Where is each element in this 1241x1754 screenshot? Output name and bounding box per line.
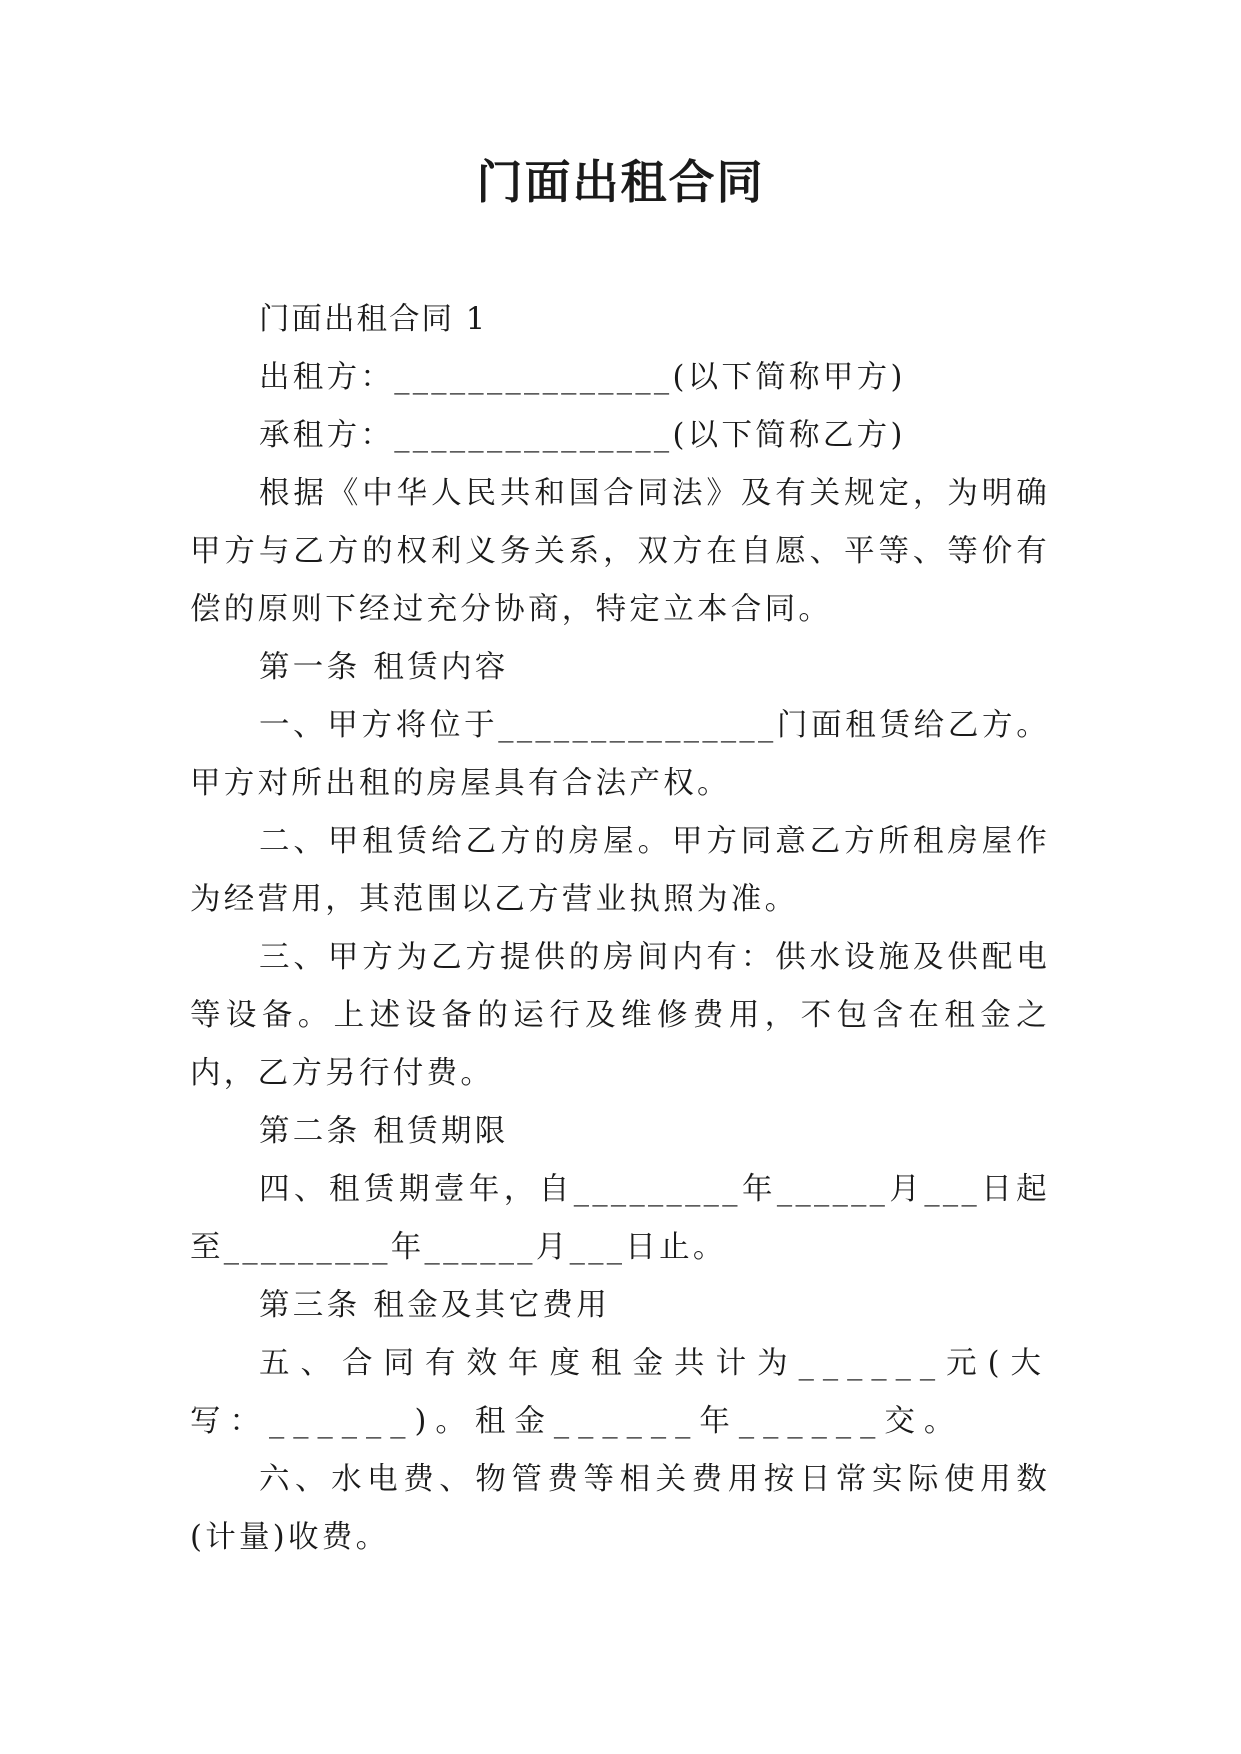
lessor-line: 出租方：_______________(以下简称甲方) [259,360,906,395]
article-3-heading: 第三条 租金及其它费用 [259,1288,610,1323]
lessee-line: 承租方：_______________(以下简称乙方) [259,418,906,453]
clause-5: 五、合同有效年度租金共计为______元(大写：______)。租金______年______交。 [190,1346,1050,1439]
clause-4: 四、租赁期壹年，自_________年______月___日起至_________年______月___日止。 [190,1172,1050,1265]
clause-1: 一、甲方将位于_______________门面租赁给乙方。甲方对所出租的房屋具有合法产权。 [190,708,1050,801]
document-title: 门面出租合同 [476,155,765,209]
clause-2: 二、甲租赁给乙方的房屋。甲方同意乙方所租房屋作为经营用，其范围以乙方营业执照为准。 [190,824,1050,917]
contract-subtitle: 门面出租合同 1 [259,302,488,337]
article-1-heading: 第一条 租赁内容 [259,650,509,685]
article-2-heading: 第二条 租赁期限 [259,1114,509,1149]
clause-3: 三、甲方为乙方提供的房间内有：供水设施及供配电等设备。上述设备的运行及维修费用，不包含在租金之内，乙方另行付费。 [190,940,1050,1091]
clause-6: 六、水电费、物管费等相关费用按日常实际使用数(计量)收费。 [190,1462,1050,1555]
document-body [190,291,1050,1567]
preamble-paragraph: 根据《中华人民共和国合同法》及有关规定，为明确甲方与乙方的权利义务关系，双方在自愿、平等、等价有偿的原则下经过充分协商，特定立本合同。 [190,476,1050,627]
